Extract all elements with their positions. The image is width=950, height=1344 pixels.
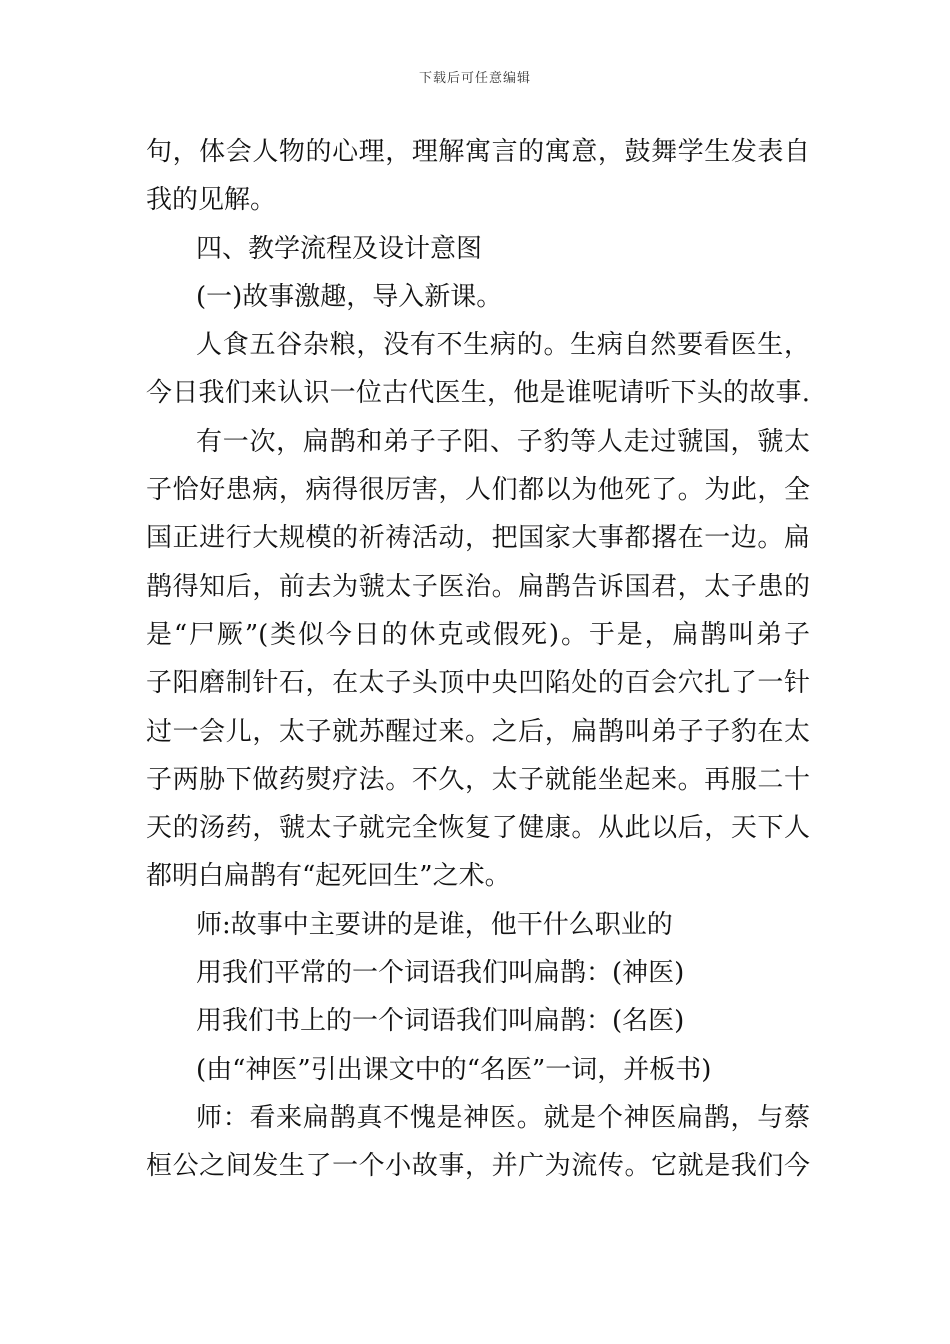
text-line: (由“神医”引出课文中的“名医”一词，并板书) [196, 1054, 712, 1085]
text-line: 过一会儿，太子就苏醒过来。之后，扁鹊叫弟子子豹在太 [146, 716, 810, 747]
text-line: 有一次，扁鹊和弟子子阳、子豹等人走过虢国，虢太 [196, 426, 810, 457]
text-line: 用我们平常的一个词语我们叫扁鹊：(神医) [196, 958, 685, 989]
text-line: 是“尸厥”(类似今日的休克或假死)。于是，扁鹊叫弟子 [146, 619, 810, 650]
text-line: 子阳磨制针石，在太子头顶中央凹陷处的百会穴扎了一针 [146, 668, 810, 699]
text-line: 四、教学流程及设计意图 [196, 233, 483, 264]
text-line: 都明白扁鹊有“起死回生”之术。 [146, 861, 511, 892]
text-line: 我的见解。 [146, 185, 277, 216]
text-line: 子两胁下做药熨疗法。不久，太子就能坐起来。再服二十 [146, 764, 810, 795]
text-line: 师:故事中主要讲的是谁，他干什么职业的 [196, 909, 673, 940]
text-line: 师：看来扁鹊真不愧是神医。就是个神医扁鹊，与蔡 [196, 1102, 810, 1133]
text-line: 今日我们来认识一位古代医生，他是谁呢请听下头的故事. [146, 378, 810, 409]
text-line: 人食五谷杂粮，没有不生病的。生病自然要看医生， [196, 330, 810, 361]
text-line: (一)故事激趣，导入新课。 [196, 281, 503, 312]
text-line: 桓公之间发生了一个小故事，并广为流传。它就是我们今 [146, 1151, 810, 1182]
document-body [146, 128, 810, 1191]
page-header: 下载后可任意编辑 [418, 71, 531, 86]
text-line: 天的汤药，虢太子就完全恢复了健康。从此以后，天下人 [146, 813, 810, 844]
text-line: 子恰好患病，病得很厉害，人们都以为他死了。为此，全 [146, 475, 810, 506]
text-line: 句，体会人物的心理，理解寓言的寓意，鼓舞学生发表自 [146, 137, 810, 167]
text-line: 鹊得知后，前去为虢太子医治。扁鹊告诉国君，太子患的 [146, 571, 810, 602]
text-line: 国正进行大规模的祈祷活动，把国家大事都撂在一边。扁 [146, 523, 810, 554]
text-line: 用我们书上的一个词语我们叫扁鹊：(名医) [196, 1006, 685, 1037]
